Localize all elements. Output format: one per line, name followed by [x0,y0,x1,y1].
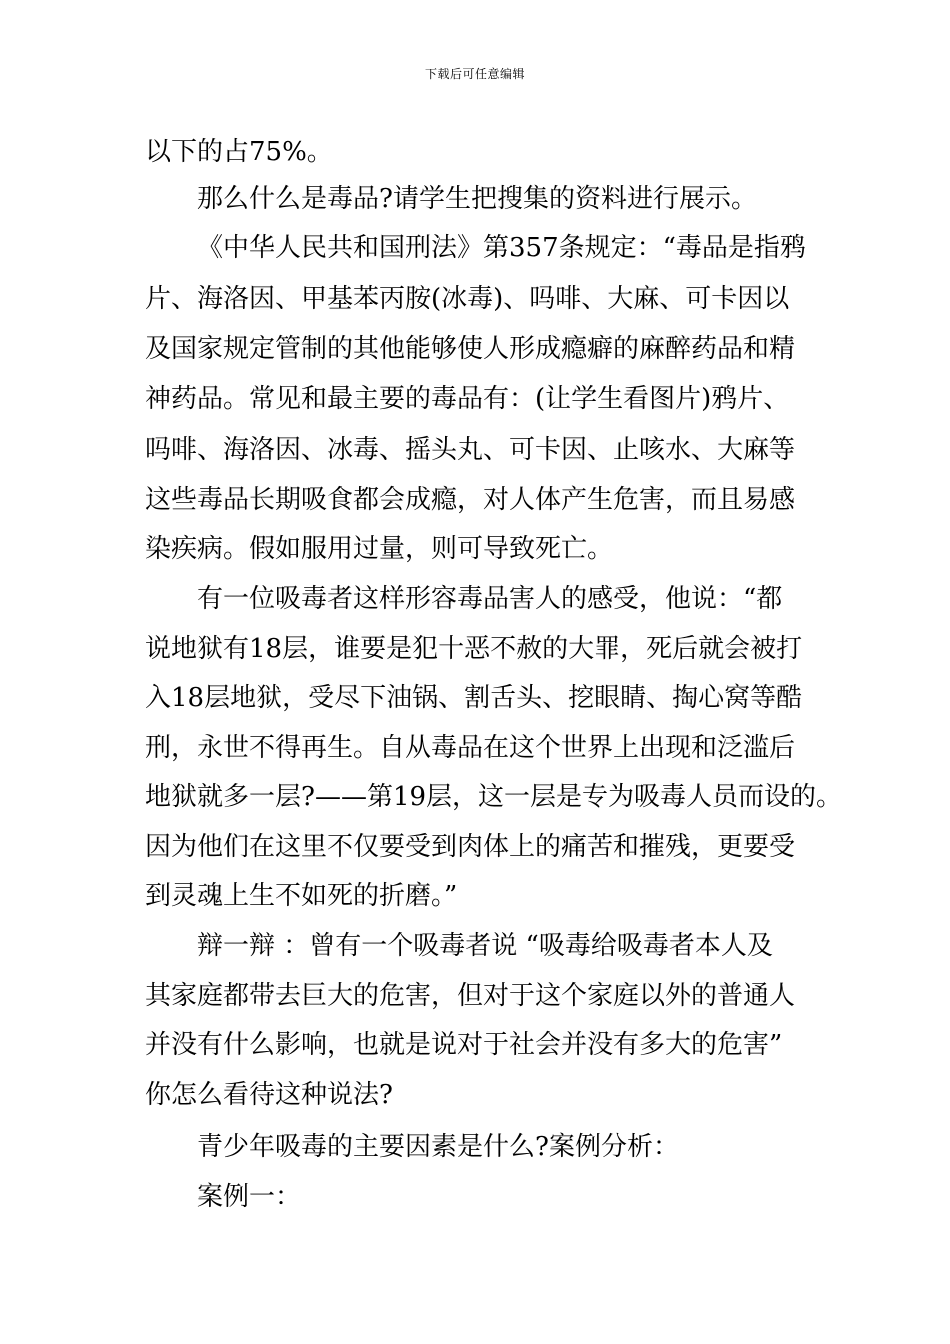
text-line-17: 辩一辩 ：曾有一个吸毒者说 “吸毒给吸毒者本人及 [197,931,773,961]
text-line-10: 有一位吸毒者这样形容毒品害人的感受，他说：“都 [197,584,783,614]
text-line-14: 地狱就多一层?——第19层，这一层是专为吸毒人员而设的。 [145,782,843,812]
text-line-20: 你怎么看待这种说法? [145,1080,393,1110]
text-line-7: 吗啡、海洛因、冰毒、摇头丸、可卡因、止咳水、大麻等 [145,435,796,465]
text-line-9: 染疾病。假如服用过量，则可导致死亡。 [145,534,614,564]
text-line-21: 青少年吸毒的主要因素是什么?案例分析： [197,1132,679,1162]
text-line-3: 《中华人民共和国刑法》第357条规定：“毒品是指鸦 [197,233,806,263]
text-line-19: 并没有什么影响，也就是说对于社会并没有多大的危害” [145,1030,783,1060]
text-line-2: 那么什么是毒品?请学生把搜集的资料进行展示。 [197,184,757,214]
text-line-13: 刑，永世不得再生。自从毒品在这个世界上出现和泛滥后 [145,733,796,763]
text-line-8: 这些毒品长期吸食都会成瘾，对人体产生危害，而且易感 [145,485,796,515]
text-line-5: 及国家规定管制的其他能够使人形成瘾癖的麻醉药品和精 [145,334,796,364]
text-line-1: 以下的占75%。 [145,137,333,167]
text-line-15: 因为他们在这里不仅要受到肉体上的痛苦和摧残，更要受 [145,832,796,862]
text-line-22: 案例一： [197,1182,302,1212]
text-line-18: 其家庭都带去巨大的危害，但对于这个家庭以外的普通人 [145,981,796,1011]
page-header: 下载后可任意编辑 [424,67,525,81]
text-line-16: 到灵魂上生不如死的折磨。” [145,881,458,911]
text-line-4: 片、海洛因、甲基苯丙胺(冰毒)、吗啡、大麻、可卡因以 [145,284,790,314]
text-line-11: 说地狱有18层，谁要是犯十恶不赦的大罪，死后就会被打 [145,634,803,664]
text-line-12: 入18层地狱，受尽下油锅、割舌头、挖眼睛、掏心窝等酷 [145,683,803,713]
text-line-6: 神药品。常见和最主要的毒品有：(让学生看图片)鸦片、 [145,384,790,414]
